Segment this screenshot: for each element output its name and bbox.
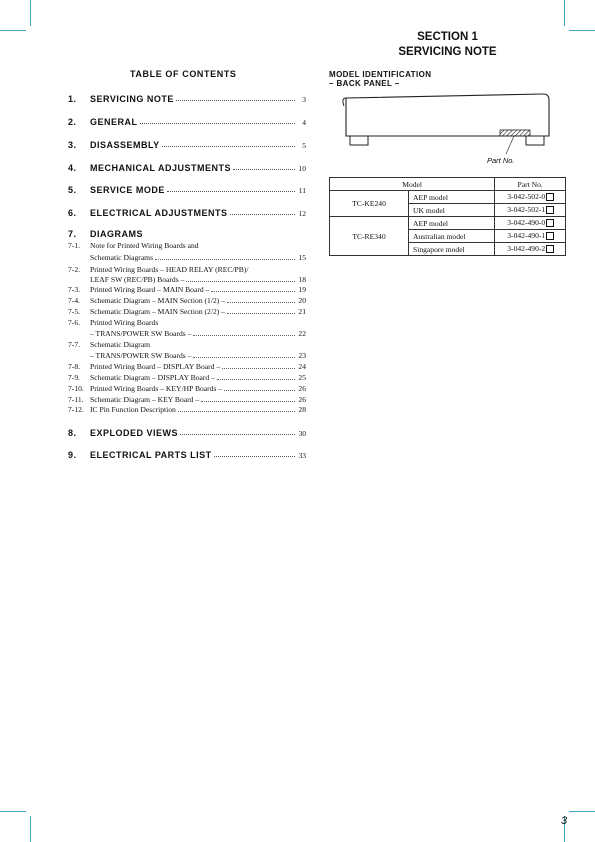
part-number: 3-042-490-0 xyxy=(507,218,546,228)
section-title: SERVICING NOTE xyxy=(398,46,497,58)
toc-entry-mechanical-adjustments[interactable] xyxy=(68,161,306,173)
toc-entry-servicing-note[interactable] xyxy=(68,92,306,104)
crop-mark xyxy=(564,0,565,26)
part-number: 3-042-490-2 xyxy=(507,244,546,254)
dot-leader xyxy=(178,411,295,412)
toc-subentry[interactable] xyxy=(68,350,306,360)
dot-leader xyxy=(193,335,295,336)
dot-leader xyxy=(233,169,295,170)
toc-entry-number: 8. xyxy=(68,428,77,438)
toc-entry-diagrams[interactable] xyxy=(68,229,143,239)
dot-leader xyxy=(155,259,295,260)
toc-subentry[interactable] xyxy=(68,306,306,316)
toc-entry-label: SERVICE MODE xyxy=(90,185,165,195)
toc-title: TABLE OF CONTENTS xyxy=(130,69,237,79)
column-header-part-no: Part No. xyxy=(495,178,566,191)
toc-subentry-page: 22 xyxy=(298,329,306,338)
table-row xyxy=(330,191,566,204)
toc-subentry-page: 20 xyxy=(298,296,306,305)
part-number-cell xyxy=(495,230,566,243)
toc-entry-electrical-parts-list[interactable] xyxy=(68,448,306,460)
toc-entry-number: 2. xyxy=(68,117,77,127)
toc-entry-service-mode[interactable] xyxy=(68,183,306,195)
checkbox-square-icon xyxy=(546,206,554,214)
toc-subentry-page: 26 xyxy=(298,395,306,404)
toc-subentry-label: Schematic Diagram – KEY Board – xyxy=(90,395,200,404)
model-identification-heading xyxy=(329,70,431,88)
toc-subentry[interactable] xyxy=(68,404,306,414)
toc-subentry-number: 7-10. xyxy=(68,384,84,393)
dot-leader xyxy=(217,379,295,380)
toc-subentry-number: 7-9. xyxy=(68,373,81,382)
toc-entry-label: GENERAL xyxy=(90,117,138,127)
toc-subentry-label: Printed Wiring Board – DISPLAY Board – xyxy=(90,362,221,371)
toc-subentry-page: 25 xyxy=(298,373,306,382)
toc-entry-number: 3. xyxy=(68,140,77,150)
dot-leader xyxy=(227,313,295,314)
toc-subentry-page: 19 xyxy=(298,285,306,294)
dot-leader xyxy=(176,100,295,101)
toc-subentry[interactable] xyxy=(68,317,306,327)
region-cell: AEP model xyxy=(409,217,495,230)
toc-subentry-number: 7-12. xyxy=(68,405,84,414)
dot-leader xyxy=(222,368,295,369)
toc-subentry[interactable] xyxy=(68,361,306,371)
column-header-model: Model xyxy=(330,178,495,191)
crop-mark xyxy=(30,816,31,842)
toc-entry-number: 9. xyxy=(68,450,77,460)
toc-subentry[interactable] xyxy=(68,383,306,393)
toc-subentry-page: 18 xyxy=(298,275,306,284)
checkbox-square-icon xyxy=(546,193,554,201)
toc-subentry-number: 7-11. xyxy=(68,395,84,404)
dot-leader xyxy=(180,434,295,435)
toc-entry-label: DISASSEMBLY xyxy=(90,140,160,150)
toc-subentry-label: IC Pin Function Description xyxy=(90,405,176,414)
toc-subentry[interactable] xyxy=(68,284,306,294)
toc-entry-page: 30 xyxy=(298,429,306,438)
toc-subentry-label: Printed Wiring Boards – KEY/HP Boards – xyxy=(90,384,223,393)
table-header-row xyxy=(330,178,566,191)
toc-entry-exploded-views[interactable] xyxy=(68,426,306,438)
section-number: SECTION 1 xyxy=(417,31,478,43)
toc-subentry-number: 7-1. xyxy=(68,241,81,250)
region-cell: UK model xyxy=(409,204,495,217)
part-number-cell xyxy=(495,204,566,217)
toc-subentry-label: Schematic Diagram – MAIN Section (1/2) – xyxy=(90,296,225,305)
toc-subentry-page: 21 xyxy=(298,307,306,316)
toc-entry-page: 11 xyxy=(298,186,306,195)
toc-entry-page: 5 xyxy=(302,141,306,150)
toc-subentry-page: 28 xyxy=(298,405,306,414)
toc-subentry-number: 7-6. xyxy=(68,318,81,327)
checkbox-square-icon xyxy=(546,219,554,227)
toc-entry-number: 4. xyxy=(68,163,77,173)
toc-subentry-label: Printed Wiring Boards xyxy=(90,318,159,327)
toc-subentry-label: Schematic Diagram – MAIN Section (2/2) – xyxy=(90,307,225,316)
toc-subentry[interactable] xyxy=(68,264,306,274)
part-number: 3-042-502-0 xyxy=(507,192,546,202)
dot-leader xyxy=(193,357,295,358)
toc-subentry[interactable] xyxy=(68,394,306,404)
toc-subentry[interactable] xyxy=(68,339,306,349)
toc-subentry-label: – TRANS/POWER SW Boards – xyxy=(90,329,192,338)
toc-subentry[interactable] xyxy=(68,328,306,338)
toc-subentry-label: Printed Wiring Boards – HEAD RELAY (REC/PB)/ xyxy=(90,265,249,274)
dot-leader xyxy=(201,401,295,402)
region-cell: Singapore model xyxy=(409,243,495,256)
crop-mark xyxy=(0,811,26,812)
model-cell: TC-KE240 xyxy=(330,191,409,217)
toc-subentry[interactable] xyxy=(68,240,306,250)
crop-mark xyxy=(569,811,595,812)
part-number: 3-042-502-1 xyxy=(507,205,546,215)
toc-entry-number: 1. xyxy=(68,94,77,104)
crop-mark xyxy=(30,0,31,26)
dot-leader xyxy=(224,390,295,391)
toc-subentry-label: Schematic Diagram – DISPLAY Board – xyxy=(90,373,215,382)
toc-entry-page: 3 xyxy=(302,95,306,104)
page-number: 3 xyxy=(561,815,568,827)
model-identification-title: MODEL IDENTIFICATION xyxy=(329,70,432,79)
dot-leader xyxy=(227,302,295,303)
toc-entry-label: ELECTRICAL PARTS LIST xyxy=(90,450,212,460)
toc-subentry-number: 7-7. xyxy=(68,340,81,349)
toc-entry-number: 7. xyxy=(68,229,77,239)
toc-subentry-number: 7-8. xyxy=(68,362,81,371)
toc-entry-page: 33 xyxy=(298,451,306,460)
toc-entry-label: MECHANICAL ADJUSTMENTS xyxy=(90,163,232,173)
toc-entry-label: SERVICING NOTE xyxy=(90,94,174,104)
toc-entry-disassembly[interactable] xyxy=(68,138,306,150)
model-cell: TC-RE340 xyxy=(330,217,409,256)
toc-entry-label: EXPLODED VIEWS xyxy=(90,428,179,438)
dot-leader xyxy=(214,456,295,457)
crop-mark xyxy=(569,30,595,31)
toc-subentry-page: 15 xyxy=(298,253,306,262)
toc-subentry-number: 7-4. xyxy=(68,296,81,305)
toc-subentry-label: – TRANS/POWER SW Boards – xyxy=(90,351,192,360)
checkbox-square-icon xyxy=(546,245,554,253)
toc-entry-label: DIAGRAMS xyxy=(90,229,143,239)
toc-entry-electrical-adjustments[interactable] xyxy=(68,206,306,218)
toc-subentry-number: 7-3. xyxy=(68,285,81,294)
toc-subentry[interactable] xyxy=(68,274,306,284)
part-number-cell xyxy=(495,243,566,256)
dot-leader xyxy=(167,191,295,192)
toc-entry-number: 6. xyxy=(68,208,77,218)
region-cell: AEP model xyxy=(409,191,495,204)
toc-entry-page: 10 xyxy=(298,164,306,173)
dot-leader xyxy=(162,146,295,147)
part-number-cell xyxy=(495,191,566,204)
toc-subentry-label: Printed Wiring Board – MAIN Board – xyxy=(90,285,210,294)
model-table xyxy=(329,177,566,256)
toc-subentry-page: 24 xyxy=(298,362,306,371)
toc-entry-number: 5. xyxy=(68,185,77,195)
toc-subentry-number: 7-5. xyxy=(68,307,81,316)
toc-entry-page: 12 xyxy=(298,209,306,218)
dot-leader xyxy=(140,123,295,124)
toc-subentry-label: LEAF SW (REC/PB) Boards – xyxy=(90,275,185,284)
model-identification-subtitle: – BACK PANEL – xyxy=(329,79,400,88)
toc-subentry-label: Note for Printed Wiring Boards and xyxy=(90,241,199,250)
toc-subentry-label: Schematic Diagrams xyxy=(90,253,154,262)
part-number-cell xyxy=(495,217,566,230)
toc-subentry[interactable] xyxy=(68,252,306,262)
region-cell: Australian model xyxy=(409,230,495,243)
toc-subentry[interactable] xyxy=(68,372,306,382)
checkbox-square-icon xyxy=(546,232,554,240)
toc-subentry[interactable] xyxy=(68,295,306,305)
toc-entry-label: ELECTRICAL ADJUSTMENTS xyxy=(90,208,228,218)
part-no-callout: Part No. xyxy=(487,156,515,165)
back-panel-illustration xyxy=(338,92,553,164)
toc-subentry-number: 7-2. xyxy=(68,265,81,274)
toc-subentry-page: 26 xyxy=(298,384,306,393)
toc-subentry-label: Schematic Diagram xyxy=(90,340,151,349)
section-header xyxy=(360,30,535,60)
dot-leader xyxy=(211,291,295,292)
dot-leader xyxy=(186,281,295,282)
dot-leader xyxy=(230,214,295,215)
toc-subentry-page: 23 xyxy=(298,351,306,360)
table-row xyxy=(330,217,566,230)
crop-mark xyxy=(0,30,26,31)
part-number: 3-042-490-1 xyxy=(507,231,546,241)
toc-entry-page: 4 xyxy=(302,118,306,127)
toc-entry-general[interactable] xyxy=(68,115,306,127)
